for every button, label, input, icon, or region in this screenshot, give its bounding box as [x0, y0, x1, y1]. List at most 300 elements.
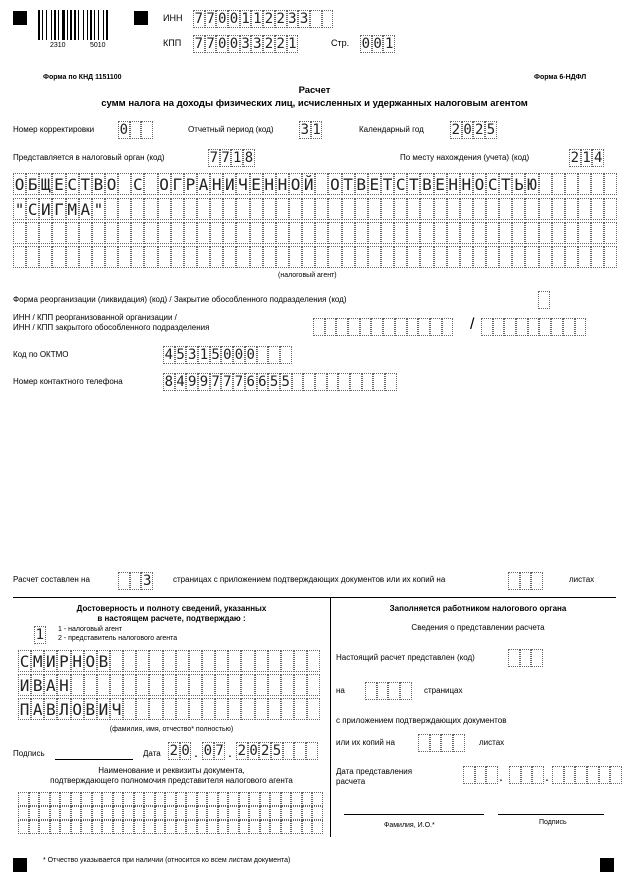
char-cell: [315, 173, 328, 195]
char-cell: [39, 222, 52, 244]
kpp-field[interactable]: [193, 35, 298, 53]
char-cell: [39, 820, 50, 834]
char-cell: 3: [143, 573, 152, 589]
phone-label: Номер контактного телефона: [13, 377, 123, 386]
char-cell: Б: [27, 174, 38, 194]
char-cell: И: [46, 651, 56, 671]
char-cell: 1: [253, 11, 262, 27]
char-cell: [475, 766, 487, 784]
barcode-number-left: 2310: [50, 42, 66, 49]
char-cell: [508, 649, 520, 667]
char-cell: 2: [264, 36, 274, 52]
char-cell: 0: [246, 347, 255, 363]
agent-name-row-1[interactable]: [13, 173, 617, 195]
char-cell: [50, 792, 61, 806]
char-cell: Ь: [514, 174, 524, 194]
char-cell: [241, 698, 254, 720]
char-cell: [460, 198, 473, 220]
char-cell: 3: [241, 36, 250, 52]
char-cell: 4: [164, 347, 174, 363]
char-cell: [604, 222, 617, 244]
char-cell: [394, 246, 407, 268]
char-cell: [270, 792, 281, 806]
char-cell: [381, 198, 394, 220]
char-cell: [383, 318, 395, 336]
char-cell: [307, 650, 320, 672]
fio-label: Фамилия, И.О.*: [384, 822, 435, 829]
char-cell: [342, 222, 355, 244]
year-field[interactable]: [450, 121, 497, 139]
char-cell: [165, 806, 176, 820]
char-cell: [360, 318, 372, 336]
char-cell: [289, 222, 302, 244]
char-cell: [447, 198, 460, 220]
char-cell: 7: [206, 36, 215, 52]
char-cell: 0: [373, 36, 382, 52]
char-cell: [355, 246, 368, 268]
agent-name-row-3[interactable]: [13, 222, 617, 244]
char-cell: [565, 173, 578, 195]
char-cell: [342, 198, 355, 220]
date-year-field[interactable]: [236, 742, 318, 760]
char-cell: [441, 734, 453, 752]
char-cell: [281, 792, 292, 806]
char-cell: О: [106, 174, 117, 194]
char-cell: 0: [463, 122, 472, 138]
char-cell: 0: [361, 36, 371, 52]
doc-row-3[interactable]: [18, 820, 323, 834]
reorg-inn-field[interactable]: [313, 318, 453, 336]
corner-marker-top-right: [134, 11, 148, 25]
char-cell: [486, 198, 499, 220]
char-cell: [71, 792, 82, 806]
char-cell: [420, 222, 433, 244]
reorg-slash: /: [470, 316, 475, 333]
char-cell: [81, 792, 92, 806]
char-cell: [123, 650, 136, 672]
char-cell: [281, 820, 292, 834]
char-cell: [144, 222, 157, 244]
char-cell: 7: [234, 374, 244, 390]
section-divider: [13, 597, 616, 598]
char-cell: [291, 806, 302, 820]
char-cell: Е: [435, 174, 445, 194]
char-cell: И: [41, 199, 51, 219]
char-cell: В: [46, 699, 56, 719]
submitted-sheets-field[interactable]: [418, 734, 465, 752]
char-cell: [551, 318, 563, 336]
char-cell: 3: [188, 347, 197, 363]
char-cell: [453, 734, 465, 752]
char-cell: [118, 246, 131, 268]
confirm-code-field[interactable]: [34, 626, 46, 644]
char-cell: [604, 246, 617, 268]
char-cell: 2: [276, 36, 285, 52]
char-cell: [136, 698, 149, 720]
char-cell: [312, 792, 323, 806]
reorg-label: Форма реорганизации (ликвидация) (код) / Закрытие обособленного подразделения (код): [13, 295, 347, 304]
char-cell: [565, 222, 578, 244]
char-cell: [155, 792, 166, 806]
char-cell: В: [85, 699, 96, 719]
char-cell: 1: [35, 627, 45, 643]
char-cell: [552, 173, 565, 195]
char-cell: Е: [369, 174, 380, 194]
char-cell: [228, 698, 241, 720]
sign-line[interactable]: [55, 759, 133, 760]
char-cell: [493, 318, 505, 336]
char-cell: [163, 650, 176, 672]
char-cell: [294, 742, 306, 760]
char-cell: [460, 246, 473, 268]
char-cell: [186, 820, 197, 834]
barcode: [38, 10, 124, 40]
char-cell: [26, 246, 39, 268]
char-cell: [400, 682, 412, 700]
char-cell: [270, 820, 281, 834]
char-cell: [302, 820, 313, 834]
char-cell: [60, 820, 71, 834]
char-cell: [539, 198, 552, 220]
char-cell: [355, 222, 368, 244]
sheets-field[interactable]: [508, 572, 543, 590]
char-cell: О: [474, 174, 485, 194]
char-cell: [13, 246, 26, 268]
char-cell: [84, 674, 97, 696]
period-field[interactable]: [299, 121, 322, 139]
char-cell: [604, 198, 617, 220]
char-cell: ": [14, 199, 25, 219]
char-cell: [508, 572, 520, 590]
char-cell: [50, 806, 61, 820]
char-cell: [18, 806, 29, 820]
char-cell: [565, 246, 578, 268]
fio-line[interactable]: [344, 814, 484, 815]
char-cell: [418, 734, 430, 752]
char-cell: [176, 698, 189, 720]
char-cell: [539, 222, 552, 244]
char-cell: [239, 806, 250, 820]
char-cell: 3: [288, 11, 297, 27]
sign-label: Подпись: [13, 749, 45, 758]
char-cell: [342, 246, 355, 268]
char-cell: [149, 650, 162, 672]
char-cell: 2: [237, 743, 247, 759]
char-cell: [66, 246, 79, 268]
char-cell: А: [32, 699, 43, 719]
char-cell: [250, 246, 263, 268]
char-cell: И: [98, 699, 109, 719]
char-cell: [223, 222, 236, 244]
char-cell: [591, 246, 604, 268]
char-cell: [381, 246, 394, 268]
submitted-label: Настоящий расчет представлен (код): [336, 653, 475, 662]
char-cell: [18, 792, 29, 806]
char-cell: [197, 820, 208, 834]
char-cell: [158, 198, 171, 220]
char-cell: [362, 373, 374, 391]
char-cell: [447, 246, 460, 268]
char-cell: [512, 198, 525, 220]
char-cell: [39, 792, 50, 806]
pages-label-post: листах: [569, 575, 595, 584]
char-cell: [71, 806, 82, 820]
char-cell: В: [422, 174, 432, 194]
char-cell: [315, 246, 328, 268]
char-cell: С: [19, 651, 30, 671]
char-cell: [113, 806, 124, 820]
char-cell: [283, 742, 295, 760]
submit-date-label-2: расчета: [336, 777, 366, 786]
corner-marker-top-left: [13, 11, 27, 25]
char-cell: [302, 806, 313, 820]
char-cell: 4: [594, 150, 603, 166]
date-dot-1: .: [194, 744, 198, 760]
char-cell: [336, 318, 348, 336]
char-cell: [365, 682, 377, 700]
char-cell: [575, 766, 587, 784]
submit-date-month-field[interactable]: [509, 766, 544, 784]
fio-caption: (фамилия, имя, отчество* полностью): [109, 726, 234, 733]
agent-name-row-2[interactable]: [13, 198, 617, 220]
char-cell: [52, 246, 65, 268]
char-cell: 6: [258, 374, 267, 390]
char-cell: [516, 318, 528, 336]
location-label: По месту нахождения (учета) (код): [400, 153, 530, 162]
char-cell: [512, 246, 525, 268]
char-cell: [368, 246, 381, 268]
char-cell: Т: [382, 174, 393, 194]
char-cell: 2: [264, 11, 274, 27]
char-cell: [263, 198, 276, 220]
char-cell: [186, 792, 197, 806]
tax-office-subtitle: Сведения о представлении расчета: [411, 623, 545, 632]
char-cell: [215, 650, 228, 672]
reorg-kpp-field[interactable]: [481, 318, 586, 336]
char-cell: П: [19, 699, 30, 719]
char-cell: [418, 318, 430, 336]
char-cell: [420, 246, 433, 268]
char-cell: [578, 246, 591, 268]
char-cell: 0: [181, 743, 190, 759]
pages-label-mid: страницах с приложением подтверждающих документов или их копий на: [173, 575, 446, 584]
tax-organ-field[interactable]: [208, 149, 255, 167]
oktmo-field[interactable]: [163, 346, 292, 364]
char-cell: Н: [264, 174, 275, 194]
char-cell: [218, 820, 229, 834]
char-cell: [250, 198, 263, 220]
surname-field[interactable]: [18, 650, 320, 672]
char-cell: 1: [241, 11, 250, 27]
tax-office-title: Заполняется работником налогового органа: [389, 604, 567, 613]
submit-date-year-field[interactable]: [552, 766, 622, 784]
char-cell: Н: [277, 174, 288, 194]
char-cell: [197, 806, 208, 820]
char-cell: 9: [188, 374, 197, 390]
char-cell: [371, 318, 383, 336]
char-cell: [552, 246, 565, 268]
char-cell: [223, 198, 236, 220]
submitted-pages-field[interactable]: [365, 682, 412, 700]
pages-field[interactable]: [118, 572, 153, 590]
char-cell: 5: [211, 347, 220, 363]
char-cell: [92, 806, 103, 820]
char-cell: [197, 198, 210, 220]
char-cell: [144, 792, 155, 806]
char-cell: [325, 318, 337, 336]
char-cell: [338, 373, 350, 391]
char-cell: [276, 246, 289, 268]
corner-marker-bottom-right: [600, 858, 614, 872]
char-cell: Т: [343, 174, 353, 194]
char-cell: С: [395, 174, 406, 194]
char-cell: [591, 222, 604, 244]
char-cell: [257, 346, 269, 364]
char-cell: [578, 173, 591, 195]
char-cell: В: [32, 675, 43, 695]
char-cell: Ч: [111, 699, 122, 719]
char-cell: [165, 792, 176, 806]
doc-row-2[interactable]: [18, 806, 323, 820]
char-cell: 9: [199, 374, 209, 390]
char-cell: О: [159, 174, 169, 194]
char-cell: [131, 246, 144, 268]
char-cell: [176, 792, 187, 806]
char-cell: [591, 173, 604, 195]
char-cell: 8: [164, 374, 174, 390]
char-cell: [539, 318, 551, 336]
char-cell: [563, 318, 575, 336]
char-cell: [315, 198, 328, 220]
char-cell: 2: [475, 122, 484, 138]
char-cell: [532, 766, 544, 784]
correction-field[interactable]: [118, 121, 153, 139]
char-cell: [210, 222, 223, 244]
barcode-icon: [38, 10, 124, 40]
char-cell: [499, 246, 512, 268]
reorg-code-field[interactable]: [538, 291, 550, 309]
char-cell: Р: [185, 174, 196, 194]
char-cell: [158, 246, 171, 268]
location-field[interactable]: [569, 149, 604, 167]
doc-title-2: подтверждающего полномочия представителя налогового агента: [50, 776, 293, 785]
char-cell: [395, 318, 407, 336]
char-cell: [473, 198, 486, 220]
patronymic-field[interactable]: [18, 698, 320, 720]
char-cell: [102, 806, 113, 820]
inn-field[interactable]: [193, 10, 333, 28]
char-cell: [189, 650, 202, 672]
char-cell: 5: [176, 347, 185, 363]
char-cell: А: [46, 675, 56, 695]
char-cell: [184, 246, 197, 268]
char-cell: [176, 820, 187, 834]
char-cell: 1: [385, 36, 394, 52]
char-cell: [260, 806, 271, 820]
char-cell: [552, 766, 564, 784]
confirm-opt-1: 1 - налоговый агент: [58, 626, 123, 633]
char-cell: 4: [176, 374, 185, 390]
char-cell: 3: [253, 36, 262, 52]
char-cell: [303, 373, 315, 391]
agent-name-row-4[interactable]: [13, 246, 617, 268]
char-cell: Н: [211, 174, 222, 194]
char-cell: С: [487, 174, 498, 194]
char-cell: [289, 246, 302, 268]
date-day-field[interactable]: [168, 742, 191, 760]
char-cell: [350, 373, 362, 391]
char-cell: [228, 650, 241, 672]
char-cell: [189, 674, 202, 696]
phone-field[interactable]: [163, 373, 397, 391]
pages-label-pre: Расчет составлен на: [13, 575, 90, 584]
char-cell: [388, 682, 400, 700]
doc-title-1: Наименование и реквизиты документа,: [98, 766, 245, 775]
char-cell: [486, 246, 499, 268]
char-cell: 7: [194, 11, 204, 27]
char-cell: [263, 222, 276, 244]
char-cell: 2: [261, 743, 270, 759]
char-cell: [207, 806, 218, 820]
char-cell: [102, 820, 113, 834]
char-cell: [486, 766, 498, 784]
char-cell: [105, 246, 118, 268]
char-cell: [420, 198, 433, 220]
char-cell: [81, 820, 92, 834]
sign-line-right[interactable]: [498, 814, 604, 815]
page-number-field[interactable]: [360, 35, 395, 53]
char-cell: О: [14, 174, 25, 194]
char-cell: 0: [229, 36, 239, 52]
char-cell: [294, 650, 307, 672]
char-cell: [26, 222, 39, 244]
copies-label: или их копий на: [336, 738, 395, 747]
char-cell: [176, 674, 189, 696]
char-cell: [302, 222, 315, 244]
char-cell: [328, 222, 341, 244]
char-cell: [289, 198, 302, 220]
column-divider: [330, 597, 331, 837]
char-cell: [241, 650, 254, 672]
char-cell: 0: [218, 11, 227, 27]
doc-row-1[interactable]: [18, 792, 323, 806]
submit-date-day-field[interactable]: [463, 766, 498, 784]
char-cell: [130, 572, 142, 590]
char-cell: [430, 318, 442, 336]
char-cell: [60, 806, 71, 820]
date-month-field[interactable]: [202, 742, 225, 760]
char-cell: Н: [448, 174, 459, 194]
char-cell: [239, 820, 250, 834]
name-field[interactable]: [18, 674, 320, 696]
char-cell: [66, 222, 79, 244]
char-cell: [525, 222, 538, 244]
char-cell: [260, 820, 271, 834]
submitted-code-field[interactable]: [508, 649, 543, 667]
char-cell: [538, 291, 550, 309]
char-cell: [92, 222, 105, 244]
char-cell: ": [93, 199, 104, 219]
char-cell: Л: [59, 699, 69, 719]
char-cell: [79, 222, 92, 244]
char-cell: [136, 650, 149, 672]
char-cell: [207, 792, 218, 806]
char-cell: [218, 792, 229, 806]
char-cell: [268, 346, 280, 364]
char-cell: Щ: [41, 174, 51, 194]
char-cell: [394, 198, 407, 220]
char-cell: [102, 792, 113, 806]
